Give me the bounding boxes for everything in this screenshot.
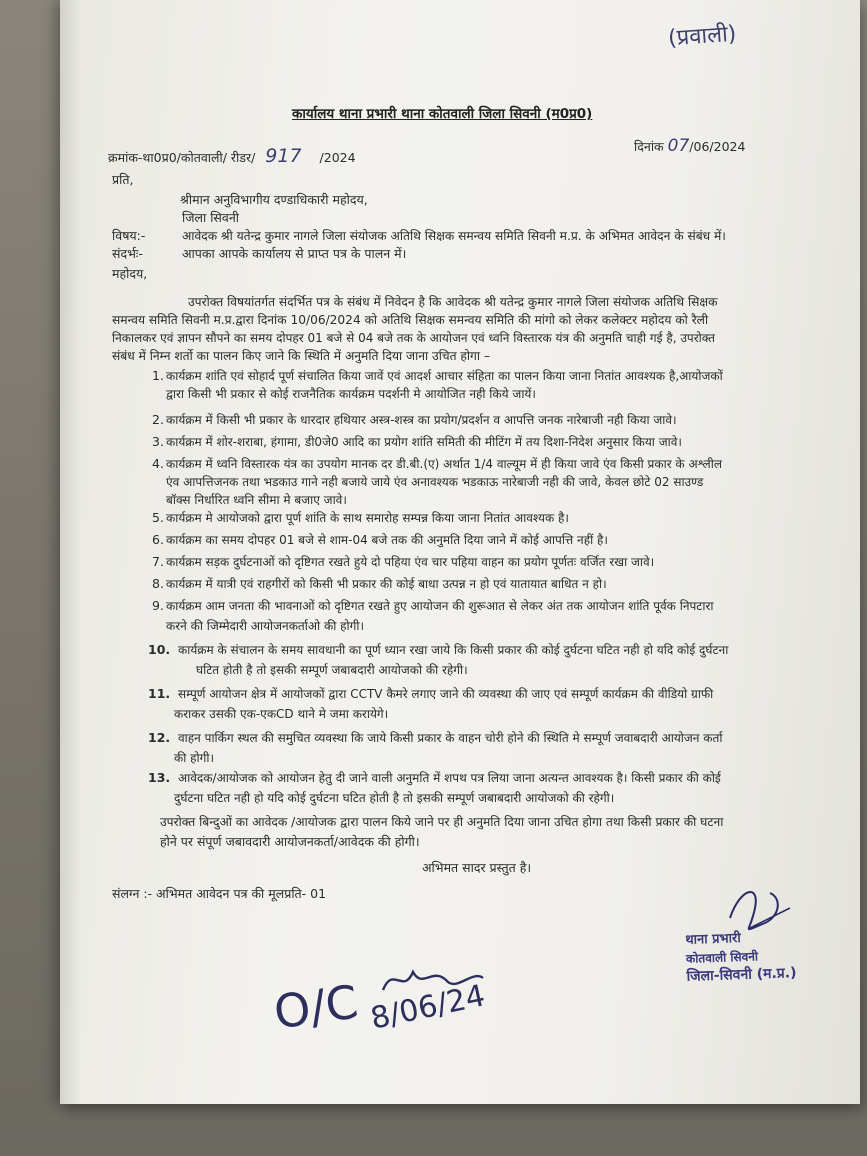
condition-line: कार्यक्रम में ध्वनि विस्तारक यंत्र का उपयोग मानक दर डी.बी.(ए) अर्थात 1/4 वाल्यूम में ही किया जावे एंव किसी प्रकार के अश्लील: [166, 457, 722, 471]
condition-line: दुर्घटना घटित नही हो यदि कोई दुर्घटना घटित होती है तो इसकी सम्पूर्ण जबाबदारी आयोजको की रहेगी।: [174, 791, 615, 805]
condition-line: आवेदक/आयोजक को आयोजन हेतु दी जाने वाली अनुमति में शपथ पत्र लिया जाना अत्यन्त आवश्यक है। किसी प्रकार की कोई: [178, 771, 721, 785]
condition-line: कार्यक्रम मे आयोजको द्वारा पूर्ण शांति के साथ समारोह सम्पन्न किया जाना नितांत आवश्यक है।: [166, 511, 569, 525]
condition-line: कार्यक्रम में यात्री एवं राहगीरों को किसी भी प्रकार की कोई बाधा उत्पन्न न हो एवं यातायात बाधित न हो।: [166, 577, 607, 591]
condition-number: 11.: [148, 686, 171, 701]
handwritten-date: 8/06/24: [367, 978, 489, 1037]
closing-line-1: उपरोक्त बिन्दुओं का आवेदक /आयोजक द्वारा पालन किये जाने पर ही अनुमति दिया जाना उचित होगा तथा किसी प्रकार की घटना: [160, 815, 724, 829]
intro-line-3: निकालकर एवं ज्ञापन सौपने का समय दोपहर 01 बजे से 04 बजे तक के आयोजन एवं ध्वनि विस्तारक यंत्र की अनुमति चाही गई है, उपरोक्त: [112, 331, 716, 345]
closing-line-2: होने पर संपूर्ण जबावदारी आयोजनकर्ता/आवेदक की होगी।: [160, 834, 420, 849]
stamp-line-3: जिला-सिवनी (म.प्र.): [686, 965, 797, 985]
submission-line: अभिमत सादर प्रस्तुत है।: [422, 860, 532, 875]
reference-text: आपका आपके कार्यालय से प्राप्त पत्र के पालन में।: [182, 246, 407, 261]
condition-line: कार्यक्रम में किसी भी प्रकार के धारदार हथियार अस्त्र-शस्त्र का प्रयोग/प्रदर्शन व आपत्ति जनक नारेबाजी नही किया जावे।: [166, 413, 677, 427]
subject-label: विषय:-: [112, 228, 146, 243]
condition-number: 2.: [152, 412, 164, 427]
stamp-line-1: थाना प्रभारी: [685, 931, 741, 948]
condition-line: कार्यक्रम के संचालन के समय सावधानी का पूर्ण ध्यान रखा जाये कि किसी प्रकार की कोई दुर्घटना घटित नही हो यदि कोई दुर्घटना: [178, 643, 729, 657]
condition-number: 1.: [152, 368, 164, 383]
enclosure-line: संलग्न :- अभिमत आवेदन पत्र की मूलप्रति- 01: [112, 886, 327, 901]
reference-year: /2024: [319, 150, 356, 165]
marginal-handwritten-note: (प्रवाली): [667, 21, 738, 52]
condition-number: 12.: [148, 730, 171, 745]
condition-line: कार्यक्रम में शोर-शराबा, हंगामा, डी0जे0 आदि का प्रयोग शांति समिती की मीटिंग में तय दिशा-निदेश अनुसार किया जावे।: [166, 435, 682, 449]
handwritten-oc: O/C: [270, 974, 362, 1040]
date-line: [634, 138, 745, 155]
salutation: महोदय,: [112, 266, 148, 281]
condition-line: करने की जिम्मेदारी आयोजनकर्ताओ की होगी।: [166, 619, 365, 633]
date-handwritten-day: 07: [667, 136, 690, 156]
reference-number-line: [108, 145, 356, 167]
condition-number: 6.: [152, 532, 164, 547]
condition-line: कार्यक्रम आम जनता की भावनाओं को दृष्टिगत रखते हुए आयोजन की शुरूआत से लेकर अंत तक आयोजन शांति पूर्वक निपटारा: [166, 599, 714, 613]
addressee-line-2: जिला सिवनी: [182, 210, 240, 225]
date-rest: /06/2024: [689, 139, 746, 154]
page-title: कार्यालय थाना प्रभारी थाना कोतवाली जिला सिवनी (म0प्र0): [292, 106, 593, 122]
prati: प्रति,: [112, 172, 134, 187]
condition-line: की होगी।: [174, 751, 215, 765]
reference-prefix: क्रमांक-था0प्र0/कोतवाली/ रीडर/: [108, 150, 256, 165]
subject-text: आवेदक श्री यतेन्द्र कुमार नागले जिला संयोजक अतिथि सिक्षक समन्वय समिति सिवनी म.प्र. के अभिमत आवेदन के संबंध में।: [182, 229, 726, 243]
condition-line: कराकर उसकी एक-एकCD थाने मे जमा करायेगे।: [174, 707, 389, 721]
condition-line: घटित होती है तो इसकी सम्पूर्ण जबाबदारी आयोजको की रहेगी।: [196, 663, 468, 677]
addressee-line-1: श्रीमान अनुविभागीय दण्डाधिकारी महोदय,: [180, 192, 368, 207]
condition-number: 13.: [148, 770, 171, 785]
date-label: दिनांक: [634, 139, 664, 154]
condition-number: 10.: [148, 642, 171, 657]
stamp-line-2: कोतवाली सिवनी: [685, 949, 759, 966]
condition-number: 4.: [152, 456, 164, 471]
condition-line: सम्पूर्ण आयोजन क्षेत्र में आयोजकों द्वारा CCTV कैमरे लगाए जाने की व्यवस्था की जाए एवं सम्पूर्ण कार्यक्रम की वीडियो ग्राफी: [178, 687, 714, 701]
reference-handwritten-number: 917: [265, 145, 302, 167]
condition-line: कार्यक्रम का समय दोपहर 01 बजे से शाम-04 बजे तक की अनुमति दिया जाने में कोई आपत्ति नहीं है।: [166, 533, 608, 547]
officer-stamp: [685, 928, 797, 986]
condition-number: 3.: [152, 434, 164, 449]
intro-line-4: संबंध में निम्न शर्तो का पालन किए जाने कि स्थिति में अनुमति दिया जाना उचित होगा –: [112, 349, 491, 363]
condition-line: कार्यक्रम सड़क दुर्घटनाओं को दृष्टिगत रखते हुये दो पहिया एंव चार पहिया वाहन का प्रयोग पूर्णतः वर्जित रखा जावे।: [166, 555, 655, 569]
condition-line: कार्यक्रम शांति एवं सोहार्द पूर्ण संचालित किया जावें एवं आदर्श आचार संहिता का पालन किया जाना नितांत आवश्यक है,आयोजकों: [166, 369, 723, 383]
condition-line: एंव आपत्तिजनक तथा भडकाउ गाने नही बजाये जाये एंव अनावश्यक भडकाऊ नारेबाजी नही की जावे, केवल छोटे 02 साउण्ड: [166, 475, 704, 489]
condition-number: 8.: [152, 576, 164, 591]
intro-line-2: समन्वय समिति सिवनी म.प्र.द्वारा दिनांक 10/06/2024 को अतिथि सिक्षक समन्वय समिति की मांगो को लेकर कलेक्टर महोदय को रैली: [112, 313, 709, 327]
page-fold-shadow: [60, 0, 82, 1104]
condition-line: वाहन पार्किग स्थल की समुचित व्यवस्था कि जाये किसी प्रकार के वाहन चोरी होने की स्थिति मे सम्पूर्ण जवाबदारी आयोजन कर्ता: [178, 731, 723, 745]
condition-number: 5.: [152, 510, 164, 525]
condition-line: द्वारा किसी भी प्रकार से कोई राजनैतिक कार्यक्रम पदर्शनी मे आयोजित नही किये जायें।: [166, 387, 536, 401]
condition-line: बॉक्स निर्धारित ध्वनि सीमा मे बजाए जावे।: [166, 493, 347, 507]
condition-number: 7.: [152, 554, 164, 569]
reference-label: संदर्भः-: [112, 246, 143, 261]
document-page: [60, 0, 860, 1104]
intro-line-1: उपरोक्त विषयांतर्गत संदर्भित पत्र के संबंध में निवेदन है कि आवेदक श्री यतेन्द्र कुमार नागले जिला संयोजक अतिथि सिक्षक: [188, 295, 718, 309]
condition-number: 9.: [152, 598, 164, 613]
